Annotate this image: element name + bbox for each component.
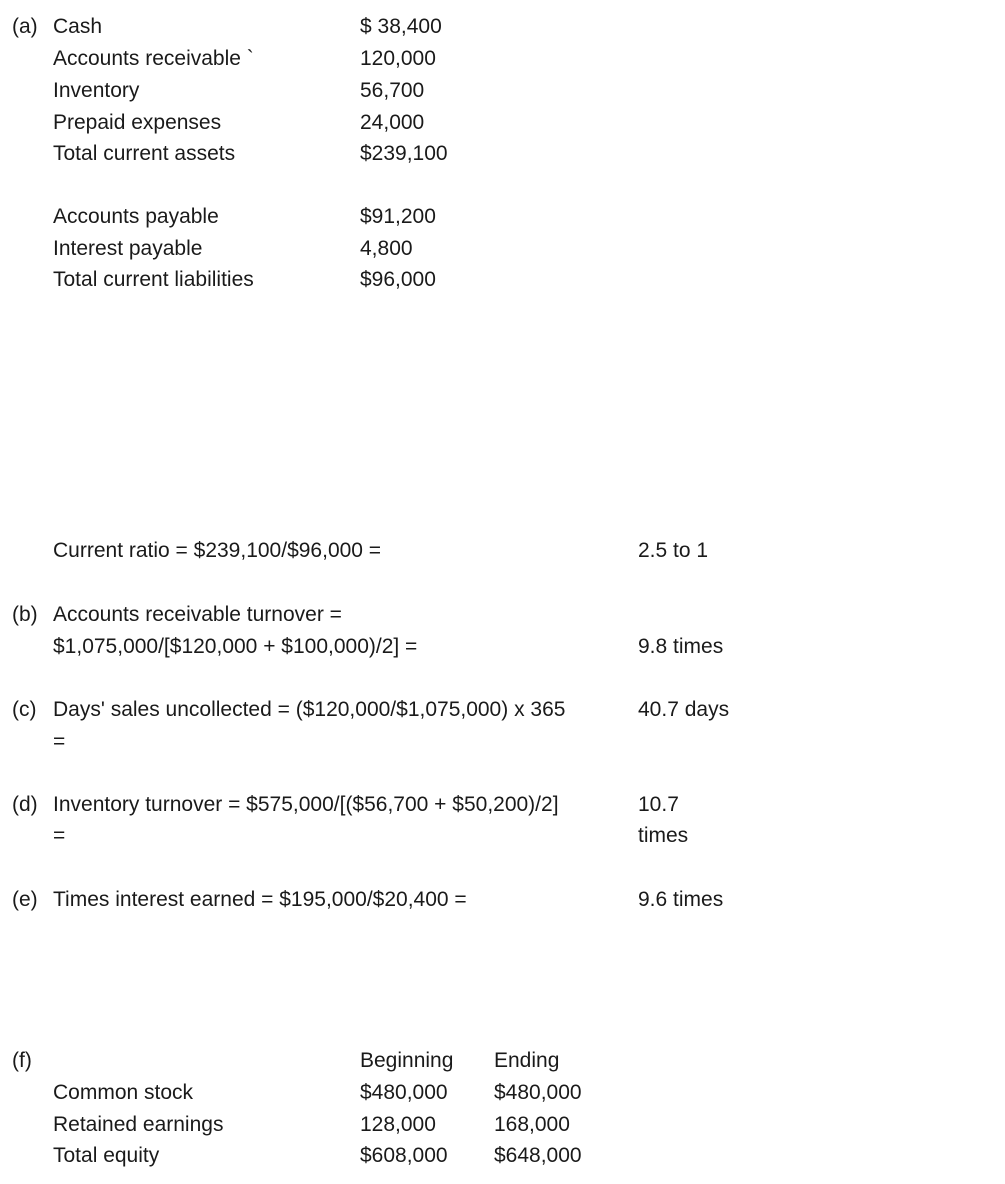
times-interest-earned-result: 9.6 times <box>638 888 724 911</box>
total-current-assets-label: Total current assets <box>53 142 236 165</box>
accounts-receivable-value: 120,000 <box>360 47 436 70</box>
common-stock-ending: $480,000 <box>494 1081 582 1104</box>
accounts-payable-value: $91,200 <box>360 205 436 228</box>
equity-header-beginning: Beginning <box>360 1049 454 1072</box>
part-c-tag: (c) <box>12 698 37 721</box>
receivable-turnover-line1: Accounts receivable turnover = <box>53 603 342 626</box>
days-sales-uncollected-line2: = <box>53 730 66 753</box>
inventory-turnover-result-value: 10.7 <box>638 793 679 816</box>
accounts-receivable-label: Accounts receivable ` <box>53 47 254 70</box>
total-equity-beginning: $608,000 <box>360 1144 448 1167</box>
retained-earnings-ending: 168,000 <box>494 1113 570 1136</box>
part-a-tag: (a) <box>12 15 38 38</box>
total-current-liabilities-value: $96,000 <box>360 268 436 291</box>
common-stock-label: Common stock <box>53 1081 194 1104</box>
total-equity-label: Total equity <box>53 1144 160 1167</box>
equity-header-ending: Ending <box>494 1049 560 1072</box>
prepaid-expenses-label: Prepaid expenses <box>53 111 222 134</box>
part-e-tag: (e) <box>12 888 38 911</box>
part-f-tag: (f) <box>12 1049 32 1072</box>
times-interest-earned-formula: Times interest earned = $195,000/$20,400 = <box>53 888 467 911</box>
accounts-payable-label: Accounts payable <box>53 205 219 228</box>
interest-payable-value: 4,800 <box>360 237 413 260</box>
current-ratio-result: 2.5 to 1 <box>638 539 709 562</box>
retained-earnings-beginning: 128,000 <box>360 1113 436 1136</box>
inventory-turnover-line1: Inventory turnover = $575,000/[($56,700 + $50,200)/2] <box>53 793 559 816</box>
days-sales-uncollected-line1: Days' sales uncollected = ($120,000/$1,075,000) x 365 <box>53 698 566 721</box>
prepaid-expenses-value: 24,000 <box>360 111 425 134</box>
current-ratio-formula: Current ratio = $239,100/$96,000 = <box>53 539 382 562</box>
cash-value: $ 38,400 <box>360 15 442 38</box>
common-stock-beginning: $480,000 <box>360 1081 448 1104</box>
total-current-liabilities-label: Total current liabilities <box>53 268 254 291</box>
receivable-turnover-line2: $1,075,000/[$120,000 + $100,000)/2] = <box>53 635 418 658</box>
days-sales-uncollected-result: 40.7 days <box>638 698 730 721</box>
inventory-label: Inventory <box>53 79 140 102</box>
total-equity-ending: $648,000 <box>494 1144 582 1167</box>
inventory-value: 56,700 <box>360 79 425 102</box>
cash-label: Cash <box>53 15 103 38</box>
part-d-tag: (d) <box>12 793 38 816</box>
interest-payable-label: Interest payable <box>53 237 203 260</box>
total-current-assets-value: $239,100 <box>360 142 448 165</box>
receivable-turnover-result: 9.8 times <box>638 635 724 658</box>
part-b-tag: (b) <box>12 603 38 626</box>
retained-earnings-label: Retained earnings <box>53 1113 224 1136</box>
inventory-turnover-result-unit: times <box>638 824 689 847</box>
inventory-turnover-line2: = <box>53 824 66 847</box>
